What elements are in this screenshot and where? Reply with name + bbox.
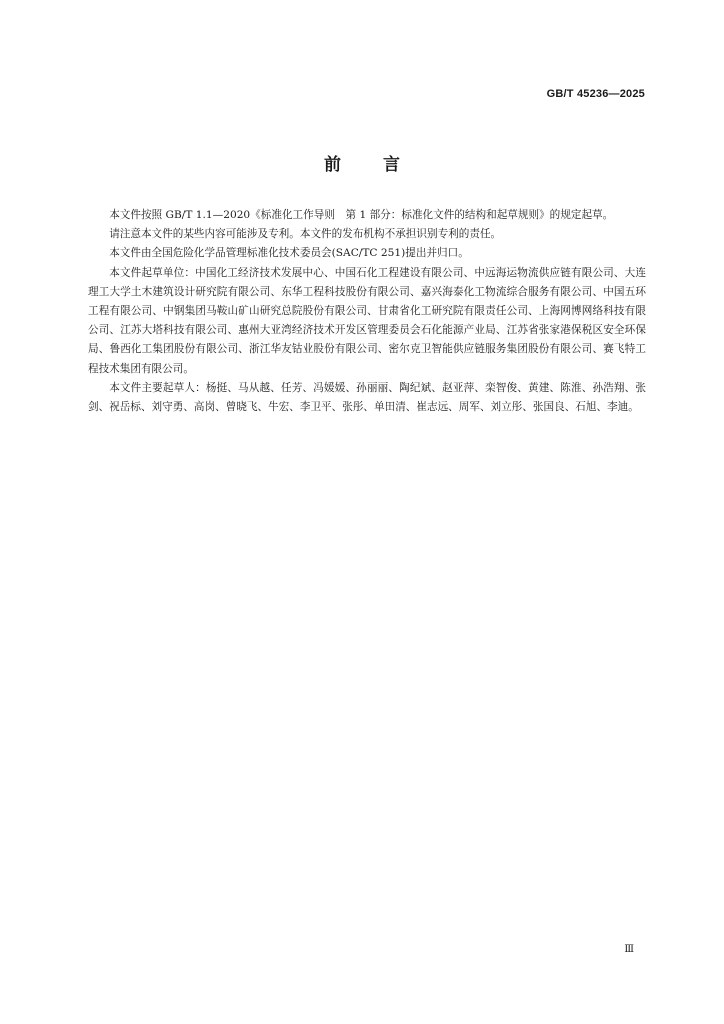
paragraph-drafting-rules: 本文件按照 GB/T 1.1—2020《标准化工作导则 第 1 部分：标准化文件的结构和起草规则》的规定起草。: [109, 209, 614, 221]
paragraph-drafting-units: 本文件起草单位：中国化工经济技术发展中心、中国石化工程建设有限公司、中远海运物流供应链有限公司、大连理工大学土木建筑设计研究院有限公司、东华工程科技股份有限公司、嘉兴海泰化工物流综合服务有限公司、中国五环工程有限公司、中钢集团马鞍山矿山研究总院股份有限公司、甘肃省化工研究院有限责任公司、上海网博网络科技有限公司、江苏大塔科技有限公司、惠州大亚湾经济技术开发区管理委员会石化能源产业局、江苏省张家港保税区安全环保局、鲁西化工集团股份有限公司、浙江华友钴业股份有限公司、密尔克卫智能供应链服务集团股份有限公司、赛飞特工程技术集团有限公司。: [88, 266, 646, 375]
paragraph-committee: 本文件由全国危险化学品管理标准化技术委员会(SAC/TC 251)提出并归口。: [109, 247, 469, 260]
foreword-body: [88, 206, 646, 417]
page-title: 前言: [324, 155, 442, 175]
paragraph-patent-notice: 请注意本文件的某些内容可能涉及专利。本文件的发布机构不承担识别专利的责任。: [109, 228, 502, 241]
page-number: Ⅲ: [624, 944, 634, 955]
standard-number: GB/T 45236—2025: [546, 88, 645, 100]
paragraph-drafters: 本文件主要起草人：杨挺、马从越、任芳、冯媛媛、孙丽丽、陶纪斌、赵亚萍、栾智俊、黄建、陈淮、孙浩翔、张剑、祝岳标、刘守勇、高岗、曾晓飞、牛宏、李卫平、张彤、单田清、崔志远、周军、刘立彤、张国良、石旭、李迪。: [88, 381, 646, 414]
